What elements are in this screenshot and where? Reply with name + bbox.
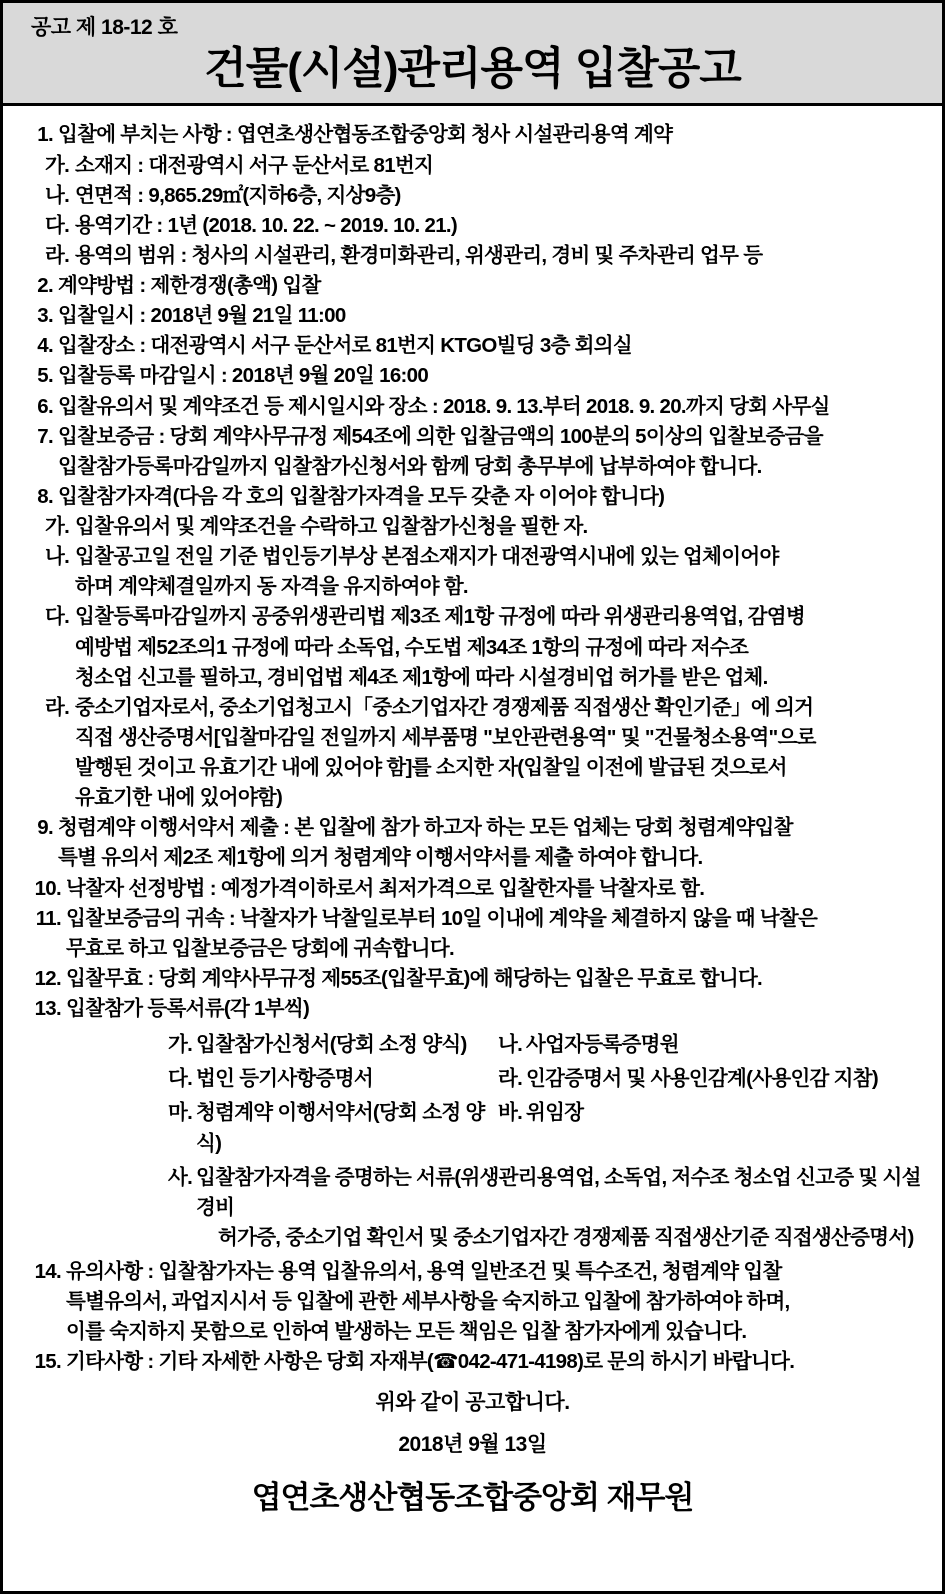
sub-text: 중소기업자로서, 중소기업청고시「중소기업자간 경쟁제품 직접생산 확인기준」에 의거 <box>75 695 814 719</box>
sub-marker: 가. <box>45 153 70 177</box>
sub-item <box>45 241 922 271</box>
item-text: 입찰등록 마감일시 : 2018년 9월 20일 16:00 <box>58 364 429 388</box>
docs-row <box>168 1030 922 1060</box>
item-text: 입찰일시 : 2018년 9월 21일 11:00 <box>58 304 346 328</box>
doc-text: 입찰참가자격을 증명하는 서류(위생관리용역업, 소독업, 저수조 청소업 신고증 및 시설경비 <box>196 1165 921 1219</box>
document-header <box>3 3 942 106</box>
item-continuation <box>23 843 922 873</box>
organization-name: 엽연초생산협동조합중앙회 재무원 <box>251 1480 694 1516</box>
list-item <box>23 301 922 331</box>
list-item <box>23 271 922 301</box>
sub-marker: 라. <box>45 243 70 267</box>
item-text: 기타사항 : 기타 자세한 사항은 당회 자재부(☎042-471-4198)로 문의 하시기 바랍니다. <box>66 1350 795 1374</box>
doc-text: 청렴계약 이행서약서(당회 소정 양식) <box>196 1101 485 1155</box>
docs-row <box>168 1098 922 1158</box>
doc-text: 사업자등록증명원 <box>526 1033 679 1057</box>
sub-text-cont: 발행된 것이고 유효기간 내에 있어야 함]를 소지한 자(입찰일 이전에 발급된 것으로서 <box>75 756 787 780</box>
sub-text-cont: 유효기한 내에 있어야함) <box>75 786 283 810</box>
doc-marker: 바. <box>498 1101 523 1125</box>
item-number: 11. <box>35 906 61 930</box>
sub-item-continuation <box>45 663 922 693</box>
doc-marker: 나. <box>498 1033 523 1057</box>
item-text-cont: 특별유의서, 과업지시서 등 입찰에 관한 세부사항을 숙지하고 입찰에 참가하여야 하며, <box>66 1290 790 1314</box>
docs-cell <box>498 1030 679 1060</box>
sub-marker: 나. <box>45 545 70 569</box>
item-text: 계약방법 : 제한경쟁(총액) 입찰 <box>58 274 321 298</box>
sub-text-cont: 예방법 제52조의1 규정에 따라 소독업, 수도법 제34조 1항의 규정에 따라 저수조 <box>75 635 749 659</box>
sub-item-continuation <box>45 572 922 602</box>
sub-marker: 가. <box>45 515 70 539</box>
item-text: 낙찰자 선정방법 : 예정가격이하로서 최저가격으로 입찰한자를 낙찰자로 함. <box>66 876 705 900</box>
sub-item-continuation <box>45 633 922 663</box>
list-item <box>23 994 922 1024</box>
item-number: 1. <box>37 123 53 147</box>
sub-text: 연면적 : 9,865.29㎡(지하6층, 지상9층) <box>75 183 401 207</box>
sub-item-continuation <box>45 753 922 783</box>
sub-text: 소재지 : 대전광역시 서구 둔산서로 81번지 <box>75 153 434 177</box>
item-text-cont: 특별 유의서 제2조 제1항에 의거 청렴계약 이행서약서를 제출 하여야 합니다. <box>58 846 703 870</box>
item-text: 입찰참가자격(다음 각 호의 입찰참가자격을 모두 갖춘 자 이어야 합니다) <box>58 484 665 508</box>
list-item <box>23 874 922 904</box>
item-text: 입찰장소 : 대전광역시 서구 둔산서로 81번지 KTGO빌딩 3층 회의실 <box>58 334 632 358</box>
item-text: 청렴계약 이행서약서 제출 : 본 입찰에 참가 하고자 하는 모든 업체는 당회 청렴계약입찰 <box>58 816 793 840</box>
list-item <box>23 331 922 361</box>
item-number: 4. <box>37 334 53 358</box>
item-number: 5. <box>37 364 53 388</box>
sub-item-continuation <box>45 783 922 813</box>
item-number: 12. <box>34 966 61 990</box>
item-continuation <box>23 934 922 964</box>
sub-text: 입찰등록마감일까지 공중위생관리법 제3조 제1항 규정에 따라 위생관리용역업, 감염병 <box>75 605 805 629</box>
item-text: 입찰보증금의 귀속 : 낙찰자가 낙찰일로부터 10일 이내에 계약을 체결하지 않을 때 낙찰은 <box>66 906 818 930</box>
sub-text-cont: 하며 계약체결일까지 동 자격을 유지하여야 함. <box>75 575 468 599</box>
list-item <box>23 422 922 452</box>
item-number: 7. <box>37 424 53 448</box>
sub-text-cont: 청소업 신고를 필하고, 경비업법 제4조 제1항에 따라 시설경비업 허가를 받은 업체. <box>75 665 768 689</box>
item-text: 유의사항 : 입찰참가자는 용역 입찰유의서, 용역 일반조건 및 특수조건, 청렴계약 입찰 <box>66 1260 782 1284</box>
page-title: 건물(시설)관리용역 입찰공고 <box>204 44 741 93</box>
notice-date: 2018년 9월 13일 <box>398 1433 547 1457</box>
sub-item <box>45 151 922 181</box>
list-item <box>23 120 922 150</box>
item-number: 3. <box>37 304 53 328</box>
item-continuation <box>23 1317 922 1347</box>
item-number: 14. <box>34 1260 61 1284</box>
doc-text: 법인 등기사항증명서 <box>196 1067 373 1091</box>
docs-row <box>168 1064 922 1094</box>
item-text: 입찰에 부치는 사항 : 엽연초생산협동조합중앙회 청사 시설관리용역 계약 <box>58 123 673 147</box>
sub-item <box>45 542 922 572</box>
doc-text: 인감증명서 및 사용인감계(사용인감 지참) <box>526 1067 878 1091</box>
sub-item <box>45 693 922 723</box>
doc-marker: 라. <box>498 1067 523 1091</box>
item-number: 2. <box>37 274 53 298</box>
closing-statement: 위와 같이 공고합니다. <box>375 1390 570 1414</box>
sub-text: 입찰유의서 및 계약조건을 수락하고 입찰참가신청을 필한 자. <box>75 515 588 539</box>
sub-item <box>45 211 922 241</box>
item-number: 13. <box>34 997 61 1021</box>
doc-text-cont: 허가증, 중소기업 확인서 및 중소기업자간 경쟁제품 직접생산기준 직접생산증명서) <box>218 1225 914 1249</box>
list-item <box>23 392 922 422</box>
sub-marker: 다. <box>45 605 70 629</box>
sub-text: 용역의 범위 : 청사의 시설관리, 환경미화관리, 위생관리, 경비 및 주차관리 업무 등 <box>75 243 763 267</box>
docs-row-wide <box>168 1163 922 1223</box>
list-item <box>23 813 922 843</box>
sub-text: 입찰공고일 전일 기준 법인등기부상 본점소재지가 대전광역시내에 있는 업체이어야 <box>75 545 779 569</box>
docs-cell <box>168 1064 498 1094</box>
sub-item <box>45 602 922 632</box>
doc-marker: 사. <box>168 1165 193 1189</box>
sub-text: 용역기간 : 1년 (2018. 10. 22. ~ 2019. 10. 21.) <box>75 213 458 237</box>
item-text-cont: 입찰참가등록마감일까지 입찰참가신청서와 함께 당회 총무부에 납부하여야 합니다. <box>58 454 762 478</box>
docs-cell <box>498 1098 583 1158</box>
notice-number: 공고 제 18-12 호 <box>31 16 178 39</box>
item-number: 15. <box>34 1350 61 1374</box>
list-item <box>23 964 922 994</box>
doc-marker: 마. <box>168 1101 193 1125</box>
doc-marker: 다. <box>168 1067 193 1091</box>
doc-text: 입찰참가신청서(당회 소정 양식) <box>196 1033 467 1057</box>
list-item <box>23 1257 922 1287</box>
item-number: 9. <box>37 816 53 840</box>
item-text: 입찰참가 등록서류(각 1부씩) <box>66 997 310 1021</box>
sub-item-continuation <box>45 723 922 753</box>
item-number: 8. <box>37 484 53 508</box>
docs-cell <box>168 1030 498 1060</box>
sub-item <box>45 181 922 211</box>
item-text-cont: 이를 숙지하지 못함으로 인하여 발생하는 모든 책임은 입찰 참가자에게 있습니다. <box>66 1320 747 1344</box>
list-item <box>23 1347 922 1377</box>
list-item <box>23 904 922 934</box>
sub-marker: 라. <box>45 695 70 719</box>
sub-text-cont: 직접 생산증명서[입찰마감일 전일까지 세부품명 "보안관련용역" 및 "건물청소용역"으로 <box>75 725 816 749</box>
item-number: 6. <box>37 394 53 418</box>
sub-marker: 나. <box>45 183 70 207</box>
item-number: 10. <box>34 876 61 900</box>
sub-item <box>45 512 922 542</box>
item-continuation <box>23 452 922 482</box>
item-text: 입찰무효 : 당회 계약사무규정 제55조(입찰무효)에 해당하는 입찰은 무효로 합니다. <box>66 966 763 990</box>
doc-text: 위임장 <box>526 1101 584 1125</box>
item-text: 입찰유의서 및 계약조건 등 제시일시와 장소 : 2018. 9. 13.부터 2018. 9. 20.까지 당회 사무실 <box>58 394 830 418</box>
sub-marker: 다. <box>45 213 70 237</box>
required-documents-list <box>168 1030 922 1253</box>
list-item <box>23 361 922 391</box>
docs-cell <box>498 1064 878 1094</box>
list-item <box>23 482 922 512</box>
item-text-cont: 무효로 하고 입찰보증금은 당회에 귀속합니다. <box>66 936 454 960</box>
item-text: 입찰보증금 : 당회 계약사무규정 제54조에 의한 입찰금액의 100분의 5이상의 입찰보증금을 <box>58 424 823 448</box>
document-footer <box>23 1388 922 1521</box>
docs-cell <box>168 1098 498 1158</box>
item-continuation <box>23 1287 922 1317</box>
doc-marker: 가. <box>168 1033 193 1057</box>
document-body <box>3 106 942 1520</box>
